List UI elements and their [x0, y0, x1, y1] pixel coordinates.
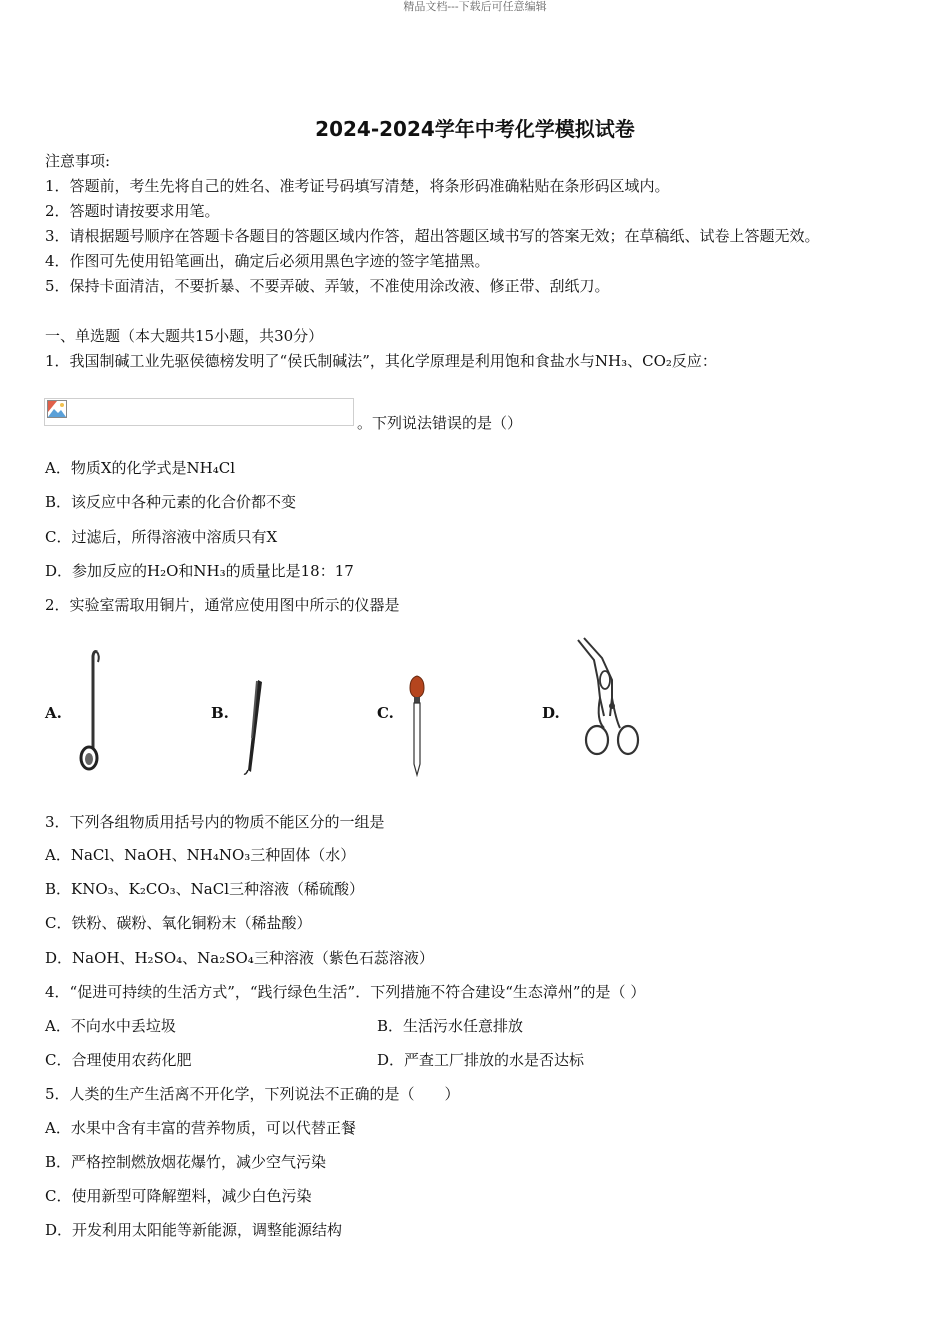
- exam-title: 2024-2024学年中考化学模拟试卷: [315, 117, 635, 141]
- q5-stem: 5．人类的生产生活离不开化学，下列说法不正确的是（ ）: [45, 1085, 460, 1103]
- q4-stem: 4．“促进可持续的生活方式”，“践行绿色生活”．下列措施不符合建设“生态漳州”的是（ ）: [45, 983, 646, 1001]
- q5-option-d: D．开发利用太阳能等新能源，调整能源结构: [45, 1221, 343, 1239]
- crucible-tongs-image: [572, 636, 646, 760]
- q5-option-a: A．水果中含有丰富的营养物质，可以代替正餐: [45, 1119, 356, 1137]
- q3-option-d: D．NaOH、H₂SO₄、Na₂SO₄三种溶液（紫色石蕊溶液）: [45, 949, 434, 967]
- q3-stem: 3．下列各组物质用括号内的物质不能区分的一组是: [45, 813, 385, 831]
- q1-option-c: C．过滤后，所得溶液中溶质只有X: [45, 528, 278, 546]
- q1-option-b: B．该反应中各种元素的化合价都不变: [45, 493, 297, 511]
- q4-option-d: D．严查工厂排放的水是否达标: [377, 1051, 585, 1069]
- q3-option-c: C．铁粉、碳粉、氧化铜粉末（稀盐酸）: [45, 914, 312, 932]
- notice-item-3: 3．请根据题号顺序在答题卡各题目的答题区域内作答，超出答题区域书写的答案无效；在草稿纸、试卷上答题无效。: [45, 227, 820, 245]
- q2-label-b: B.: [211, 704, 229, 722]
- q2-stem: 2．实验室需取用铜片，通常应使用图中所示的仪器是: [45, 596, 400, 614]
- q1-stem-tail: 。下列说法错误的是（）: [357, 414, 523, 432]
- q5-option-c: C．使用新型可降解塑料，减少白色污染: [45, 1187, 312, 1205]
- page-header: 精品文档---下载后可任意编辑: [403, 0, 547, 13]
- q4-option-c: C．合理使用农药化肥: [45, 1051, 192, 1069]
- dropper-image: [402, 674, 432, 778]
- notice-item-4: 4．作图可先使用铅笔画出，确定后必须用黑色字迹的签字笔描黑。: [45, 252, 490, 270]
- notice-item-5: 5．保持卡面清洁，不要折暴、不要弄破、弄皱，不准使用涂改液、修正带、刮纸刀。: [45, 277, 610, 295]
- section-heading: 一、单选题（本大题共15小题，共30分）: [45, 327, 324, 345]
- q1-option-d: D．参加反应的H₂O和NH₃的质量比是18：17: [45, 562, 354, 580]
- notice-heading: 注意事项:: [45, 152, 111, 170]
- q1-equation-image-placeholder: [44, 398, 354, 426]
- q3-option-a: A．NaCl、NaOH、NH₄NO₃三种固体（水）: [45, 846, 356, 864]
- tweezers-image: [238, 678, 268, 778]
- broken-image-icon: [47, 400, 67, 418]
- notice-item-1: 1．答题前，考生先将自己的姓名、准考证号码填写清楚，将条形码准确粘贴在条形码区域内。: [45, 177, 670, 195]
- q2-label-a: A.: [45, 704, 62, 722]
- q4-option-b: B．生活污水任意排放: [377, 1017, 524, 1035]
- combustion-spoon-image: [70, 648, 110, 774]
- q2-label-d: D.: [542, 704, 560, 722]
- q5-option-b: B．严格控制燃放烟花爆竹，减少空气污染: [45, 1153, 327, 1171]
- notice-item-2: 2．答题时请按要求用笔。: [45, 202, 220, 220]
- q2-label-c: C.: [377, 704, 394, 722]
- q4-option-a: A．不向水中丢垃圾: [45, 1017, 176, 1035]
- q3-option-b: B．KNO₃、K₂CO₃、NaCl三种溶液（稀硫酸）: [45, 880, 365, 898]
- q1-stem: 1．我国制碱工业先驱侯德榜发明了“侯氏制碱法”，其化学原理是利用饱和食盐水与NH₃、CO₂反应：: [45, 352, 717, 370]
- q1-option-a: A．物质X的化学式是NH₄Cl: [45, 459, 236, 477]
